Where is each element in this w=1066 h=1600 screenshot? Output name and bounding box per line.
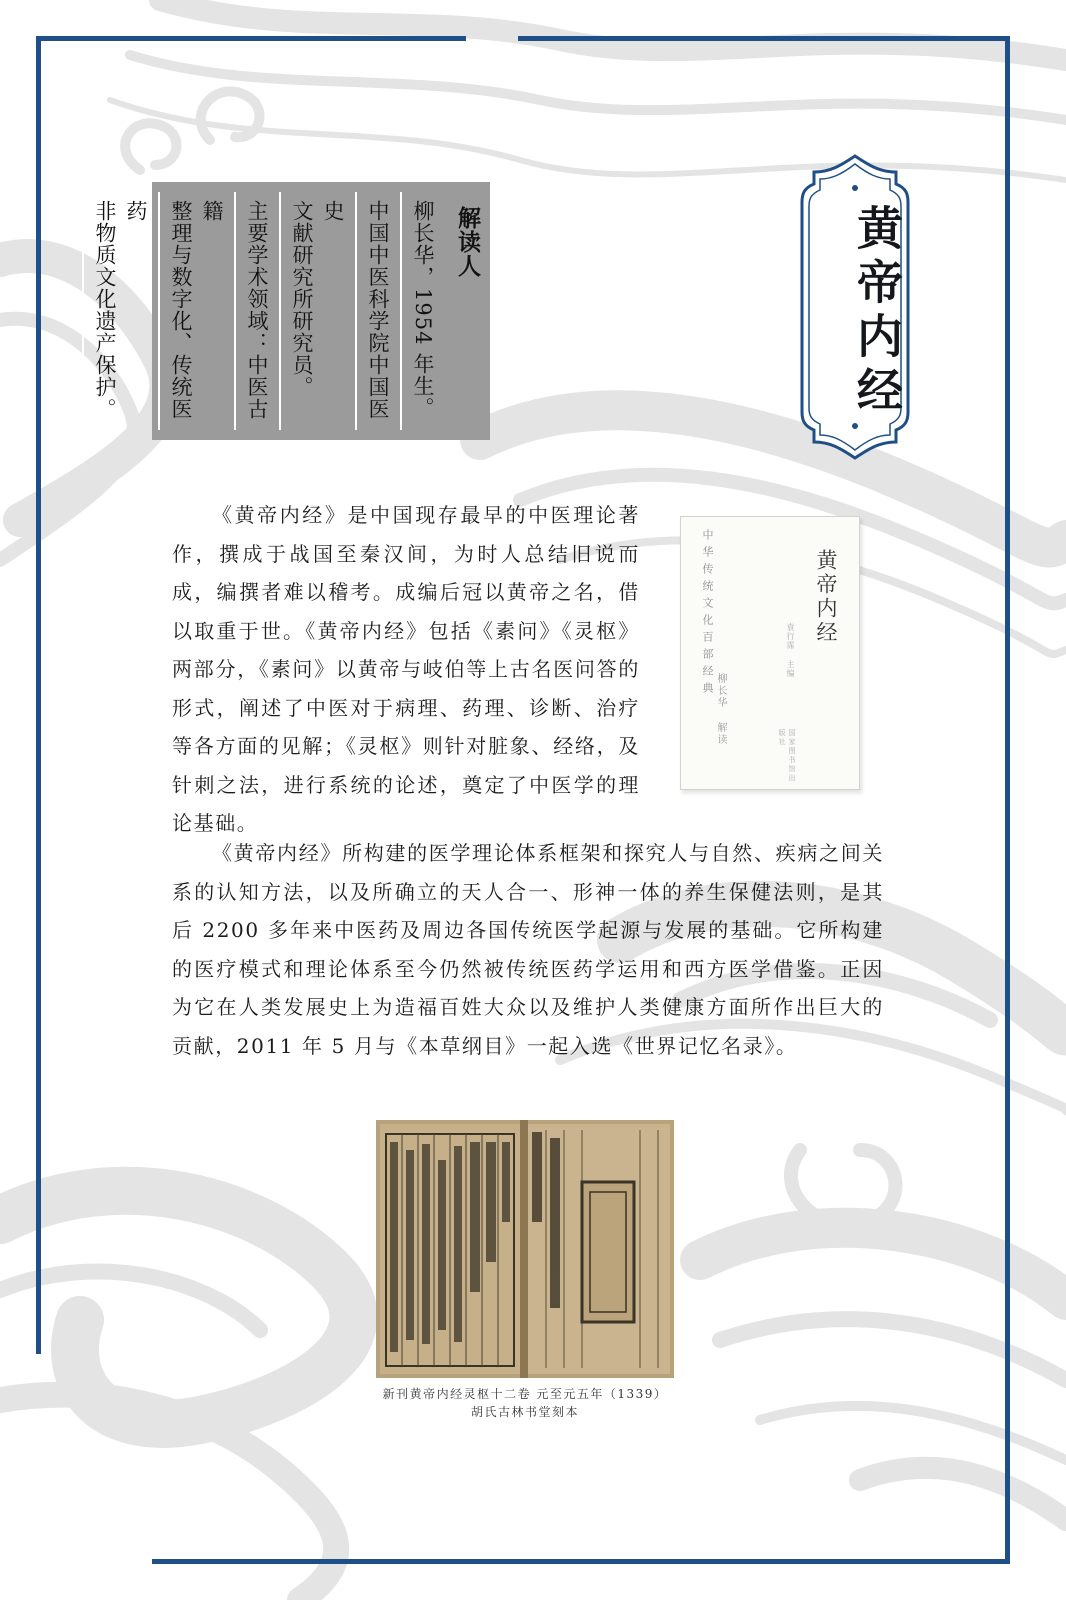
interpreter-line: 主要学术领域：中医古籍 xyxy=(234,192,279,430)
ancient-book-illustration xyxy=(376,1120,674,1378)
frame-bottom xyxy=(152,1559,1010,1564)
book-cover-image xyxy=(680,516,860,790)
interpreter-heading: 解读人 xyxy=(454,206,481,278)
body-paragraph-2: 《黄帝内经》所构建的医学理论体系框架和探究人与自然、疾病之间关系的认知方法，以及所确立的天人合一、形神一体的养生保健法则，是其后 2200 多年来中医药及周边各国传统医学起源与发展的基础。它所构建的医疗模式和理论体系至今仍然被传统医药学运用和西方医学借鉴。正因为它在人类发展史上为造福百姓大众以及维护人类健康方面所作出巨大的贡献，2011 年 5 月与《本草纲目》一起入选《世界记忆名录》。 xyxy=(172,841,884,1058)
photo-caption-line-1: 新刊黄帝内经灵枢十二卷 元至元五年（1339） xyxy=(382,1387,668,1401)
page-title: 黄帝内经 xyxy=(850,204,904,420)
photo-caption-line-2: 胡氏古林书堂刻本 xyxy=(470,1405,579,1419)
interpreter-line: 整理与数字化、传统医药 xyxy=(158,192,203,430)
book-series: 中华传统文化百部经典 xyxy=(701,529,714,699)
frame-top-left xyxy=(36,36,466,41)
frame-right xyxy=(1005,36,1010,1564)
body-paragraph-1: 《黄帝内经》是中国现存最早的中医理论著作，撰成于战国至秦汉间，为时人总结旧说而成，编撰者难以稽考。成编后冠以黄帝之名，借以取重于世。《黄帝内经》包括《素问》《灵枢》两部分，《素问》以黄帝与岐伯等上古名医问答的形式，阐述了中医对于病理、药理、诊断、治疗等各方面的见解；《灵枢》则针对脏象、经络，及针刺之法，进行系统的论述，奠定了中医学的理论基础。 xyxy=(172,503,640,835)
frame-top-right xyxy=(518,36,1010,41)
book-editor: 袁行霈 主编 xyxy=(786,623,795,678)
interpreter-line: 文献研究所研究员。 xyxy=(279,192,324,430)
book-author: 柳长华 解读 xyxy=(715,673,726,746)
interpreter-panel xyxy=(93,182,490,440)
book-publisher: 国家图书馆出版社 xyxy=(778,729,796,783)
interpreter-line: 柳长华，1954 年生。 xyxy=(400,192,445,430)
frame-left xyxy=(36,36,41,1354)
interpreter-line: 中国中医科学院中国医史 xyxy=(355,192,400,430)
title-cartouche xyxy=(800,154,910,460)
book-title: 黄帝内经 xyxy=(814,549,838,645)
photo-caption xyxy=(330,1385,720,1421)
interpreter-line: 非物质文化遗产保护。 xyxy=(82,192,127,430)
ancient-book-photo xyxy=(376,1120,674,1378)
